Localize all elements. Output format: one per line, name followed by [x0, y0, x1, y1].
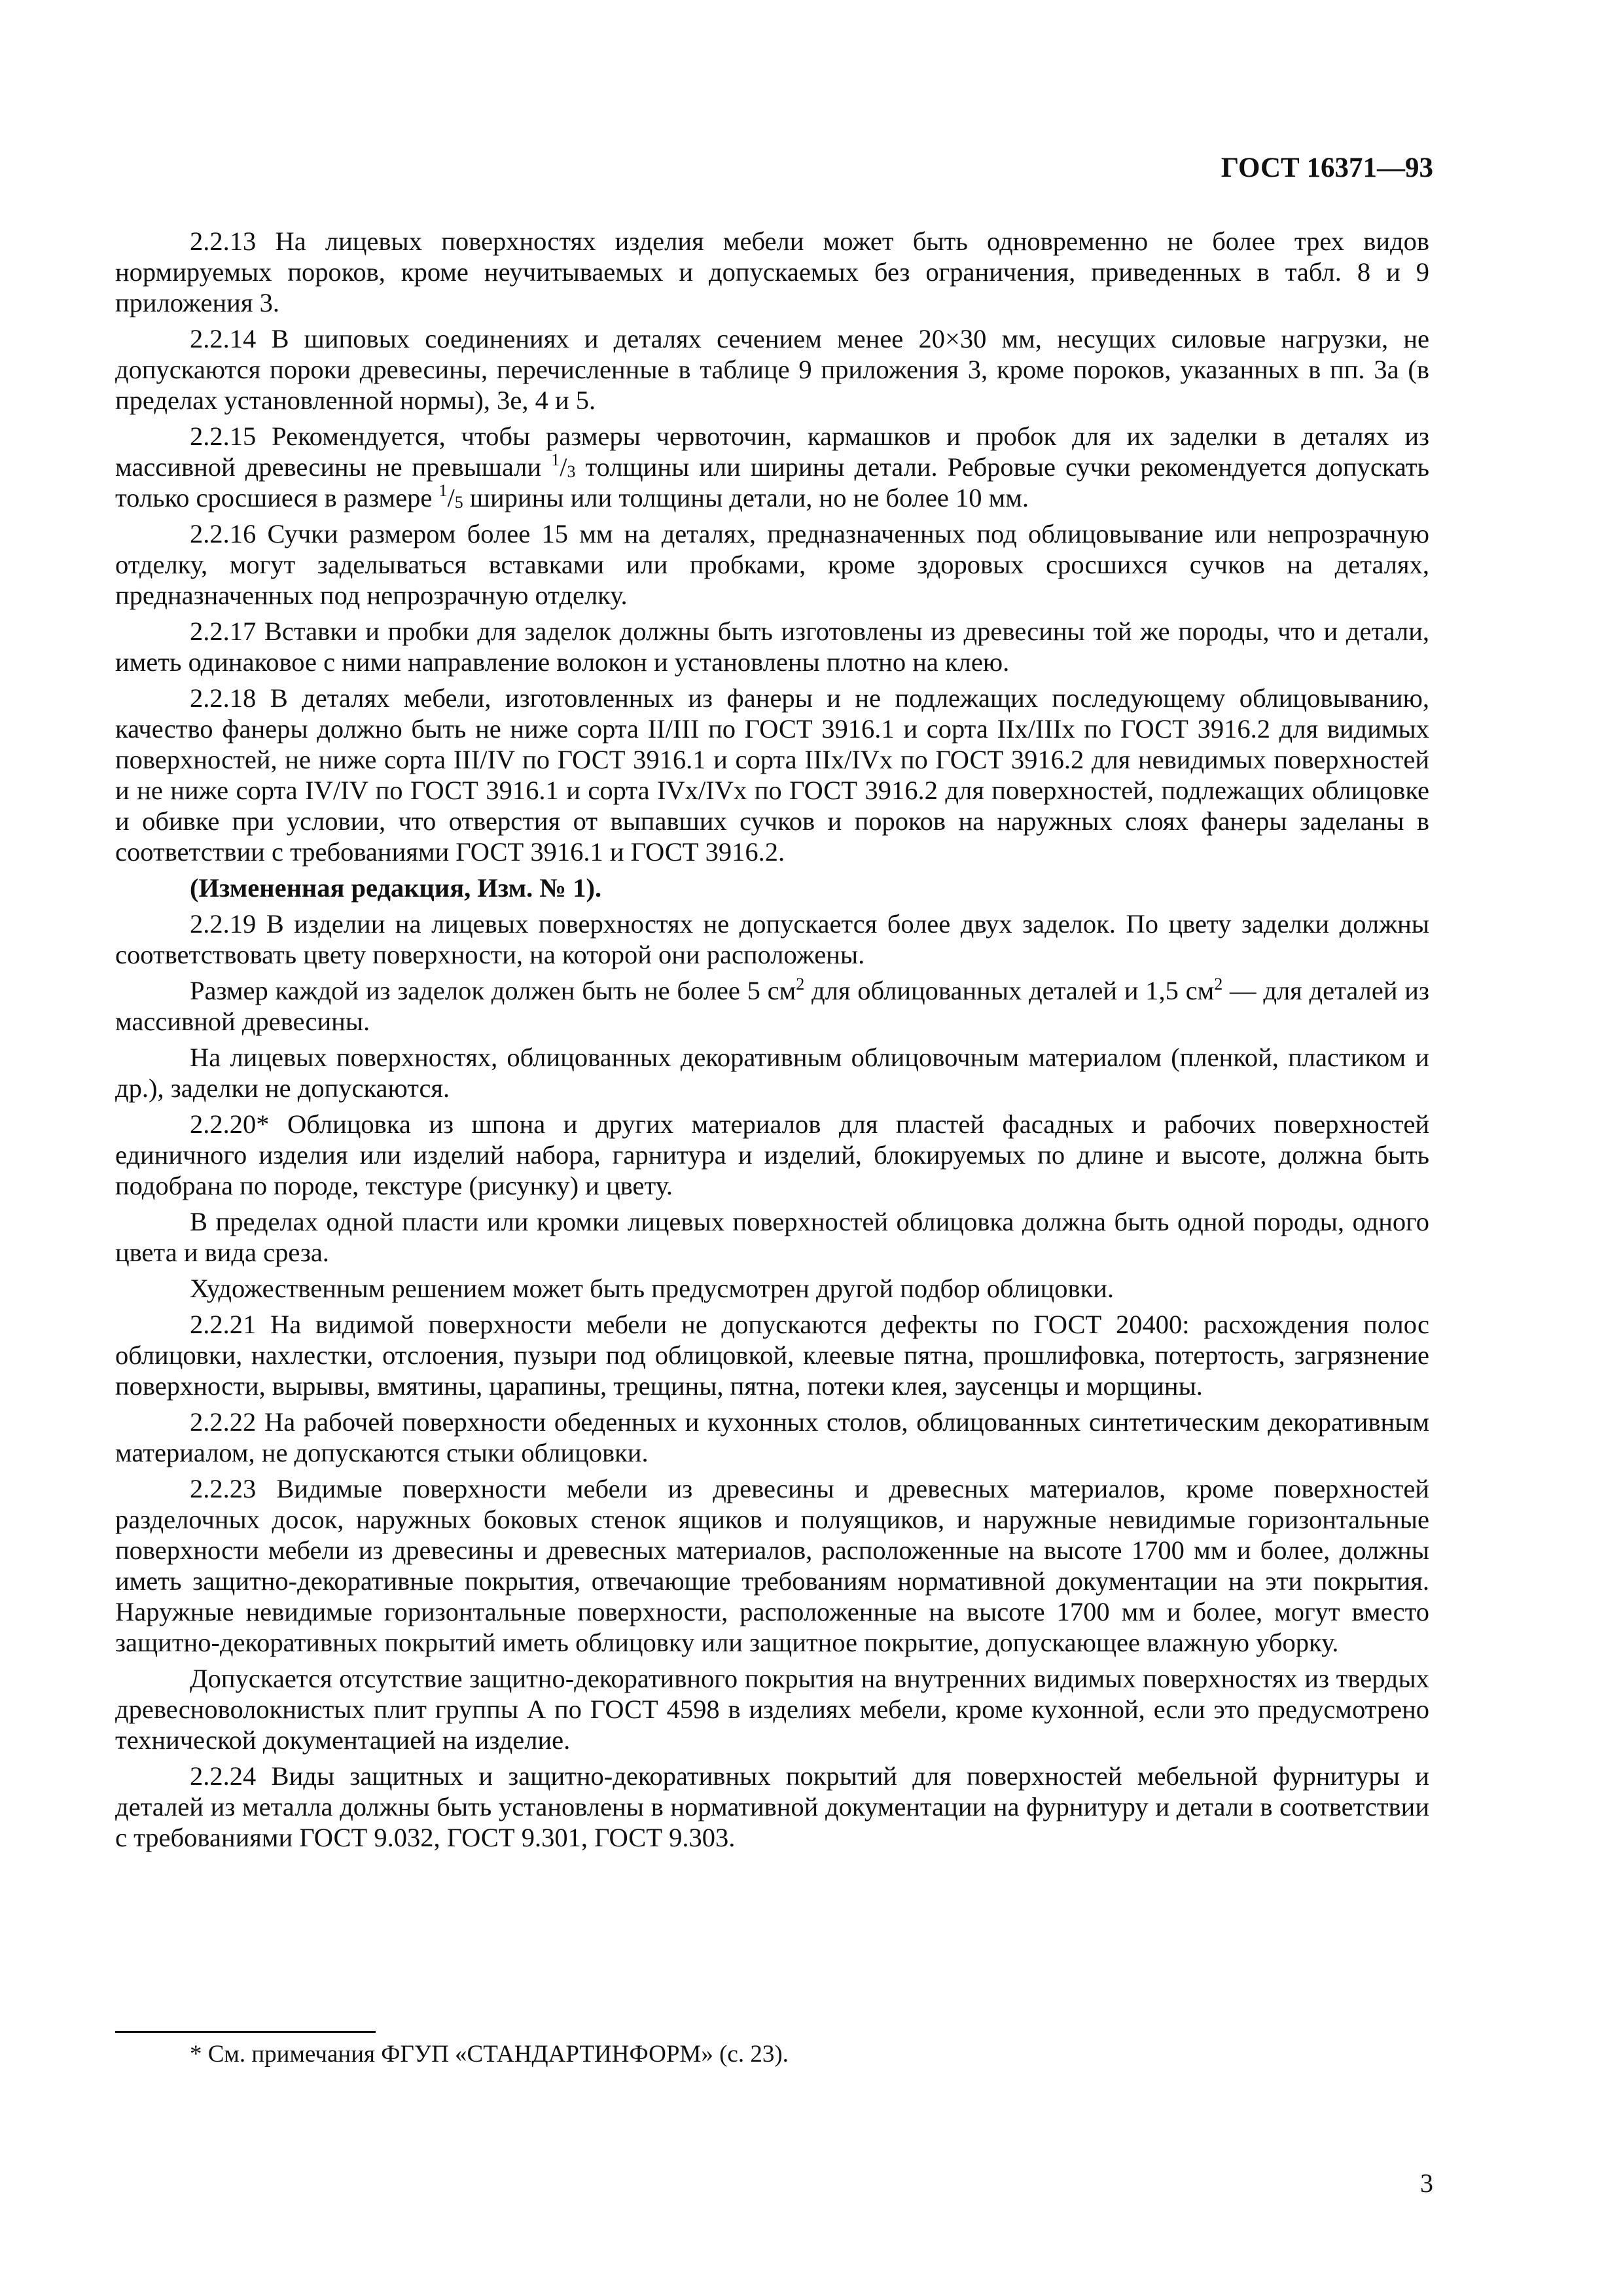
paragraph-decorative-surfaces: На лицевых поверхностях, облицованных декоративным облицовочным материалом (пленкой, пластиком и др.), заделки не допускаются.	[115, 1043, 1429, 1103]
paragraph-text: 2.2.15 Рекомендуется, чтобы размеры червоточин, кармашков и пробок для их заделки в деталях из массивной древесины не превышали	[115, 422, 1429, 482]
page-number: 3	[1420, 2168, 1433, 2198]
fraction-one-third: $^1/_3$	[551, 450, 576, 482]
paragraph-2-2-19: 2.2.19 В изделии на лицевых поверхностях не допускается более двух заделок. По цвету заделки должны соответствовать цвету поверхности, на которой они расположены.	[115, 909, 1429, 969]
paragraph-text: для облицованных деталей и 1,5 см	[804, 976, 1215, 1005]
paragraph-fibreboard-exception: Допускается отсутствие защитно-декоративного покрытия на внутренних видимых поверхностях из твердых древесноволокнистых плит группы А по ГОСТ 4598 в изделиях мебели, кроме кухонной, если это предусмотрено технической документацией на изделие.	[115, 1664, 1429, 1755]
paragraph-filler-size	[115, 975, 1429, 1037]
superscript: 2	[796, 975, 805, 994]
fraction-denominator: 5	[454, 493, 463, 512]
paragraph-2-2-14: 2.2.14 В шиповых соединениях и деталях сечением менее 20×30 мм, несущих силовые нагрузки, не допускаются пороки древесины, перечисленные в таблице 9 приложения 3, кроме пороков, указанных в пп. 3а (в пределах установленной нормы), 3е, 4 и 5.	[115, 324, 1429, 415]
paragraph-text: толщины или ширины детали. Ребровые сучки рекомендуется допускать только сросшиеся в размере	[115, 452, 1429, 512]
fraction-numerator: 1	[551, 450, 560, 469]
fraction-one-fifth: $^1/_5$	[438, 481, 463, 512]
footnote: * См. примечания ФГУП «СТАНДАРТИНФОРМ» (с. 23).	[190, 2041, 789, 2068]
fraction-numerator: 1	[438, 481, 448, 500]
superscript: 2	[1214, 975, 1223, 994]
document-code-header: ГОСТ 16371—93	[1221, 152, 1433, 183]
footnote-divider	[115, 2031, 376, 2033]
paragraph-artistic-solution: Художественным решением может быть предусмотрен другой подбор облицовки.	[190, 1274, 1115, 1303]
paragraph-text: Размер каждой из заделок должен быть не более 5 см	[190, 976, 796, 1005]
paragraph-2-2-24: 2.2.24 Виды защитных и защитно-декоративных покрытий для поверхностей мебельной фурнитуры и деталей из металла должны быть установлены в нормативной документации на фурнитуру и детали в соответствии с требованиями ГОСТ 9.032, ГОСТ 9.301, ГОСТ 9.303.	[115, 1761, 1429, 1852]
paragraph-2-2-17: 2.2.17 Вставки и пробки для заделок должны быть изготовлены из древесины той же породы, что и детали, иметь одинаковое с ними направление волокон и установлены плотно на клею.	[115, 617, 1429, 677]
paragraph-2-2-13: 2.2.13 На лицевых поверхностях изделия мебели может быть одновременно не более трех видов нормируемых пороков, кроме неучитываемых и допускаемых без ограничения, приведенных в табл. 8 и 9 приложения 3.	[115, 226, 1429, 317]
paragraph-2-2-20: 2.2.20* Облицовка из шпона и других материалов для пластей фасадных и рабочих поверхностей единичного изделия или изделий набора, гарнитура и изделий, блокируемых по длине и высоте, должна быть подобрана по породе, текстуре (рисунку) и цвету.	[115, 1109, 1429, 1200]
document-body	[115, 226, 1429, 1858]
paragraph-text: ширины или толщины детали, но не более 10 мм.	[463, 483, 1029, 512]
paragraph-text: — для деталей из массивной древесины.	[115, 976, 1429, 1036]
paragraph-2-2-22: 2.2.22 На рабочей поверхности обеденных и кухонных столов, облицованных синтетическим декоративным материалом, не допускаются стыки облицовки.	[115, 1407, 1429, 1467]
amendment-note: (Измененная редакция, Изм. № 1).	[190, 873, 602, 903]
fraction-denominator: 3	[567, 462, 576, 481]
paragraph-2-2-16: 2.2.16 Сучки размером более 15 мм на деталях, предназначенных под облицовывание или непрозрачную отделку, могут заделываться вставками или пробками, кроме здоровых сросшихся сучков на деталях, предназначенных под непрозрачную отделку.	[115, 519, 1429, 610]
paragraph-2-2-18: 2.2.18 В деталях мебели, изготовленных из фанеры и не подлежащих последующему облицовыванию, качество фанеры должно быть не ниже сорта II/III по ГОСТ 3916.1 и сорта IIx/IIIx по ГОСТ 3916.2 для видимых поверхностей, не ниже сорта III/IV по ГОСТ 3916.1 и сорта IIIx/IVx по ГОСТ 3916.2 для невидимых поверхностей и не ниже сорта IV/IV по ГОСТ 3916.1 и сорта IVx/IVx по ГОСТ 3916.2 для поверхностей, подлежащих облицовке и обивке при условии, что отверстия от выпавших сучков и пороков на наружных слоях фанеры заделаны в соответствии с требованиями ГОСТ 3916.1 и ГОСТ 3916.2.	[115, 683, 1429, 867]
paragraph-veneer-uniformity: В пределах одной пласти или кромки лицевых поверхностей облицовка должна быть одной породы, одного цвета и вида среза.	[115, 1207, 1429, 1267]
paragraph-2-2-15	[115, 421, 1429, 513]
paragraph-2-2-23: 2.2.23 Видимые поверхности мебели из древесины и древесных материалов, кроме поверхностей разделочных досок, наружных боковых стенок ящиков и полуящиков, и наружные невидимые горизонтальные поверхности мебели из древесины и древесных материалов, расположенные на высоте 1700 мм и более, должны иметь защитно-декоративные покрытия, отвечающие требованиям нормативной документации на эти покрытия. Наружные невидимые горизонтальные поверхности, расположенные на высоте 1700 мм и более, могут вместо защитно-декоративных покрытий иметь облицовку или защитное покрытие, допускающее влажную уборку.	[115, 1474, 1429, 1657]
paragraph-2-2-21: 2.2.21 На видимой поверхности мебели не допускаются дефекты по ГОСТ 20400: расхождения полос облицовки, нахлестки, отслоения, пузыри под облицовкой, клеевые пятна, прошлифовка, потертость, загрязнение поверхности, вырывы, вмятины, царапины, трещины, пятна, потеки клея, заусенцы и морщины.	[115, 1310, 1429, 1401]
